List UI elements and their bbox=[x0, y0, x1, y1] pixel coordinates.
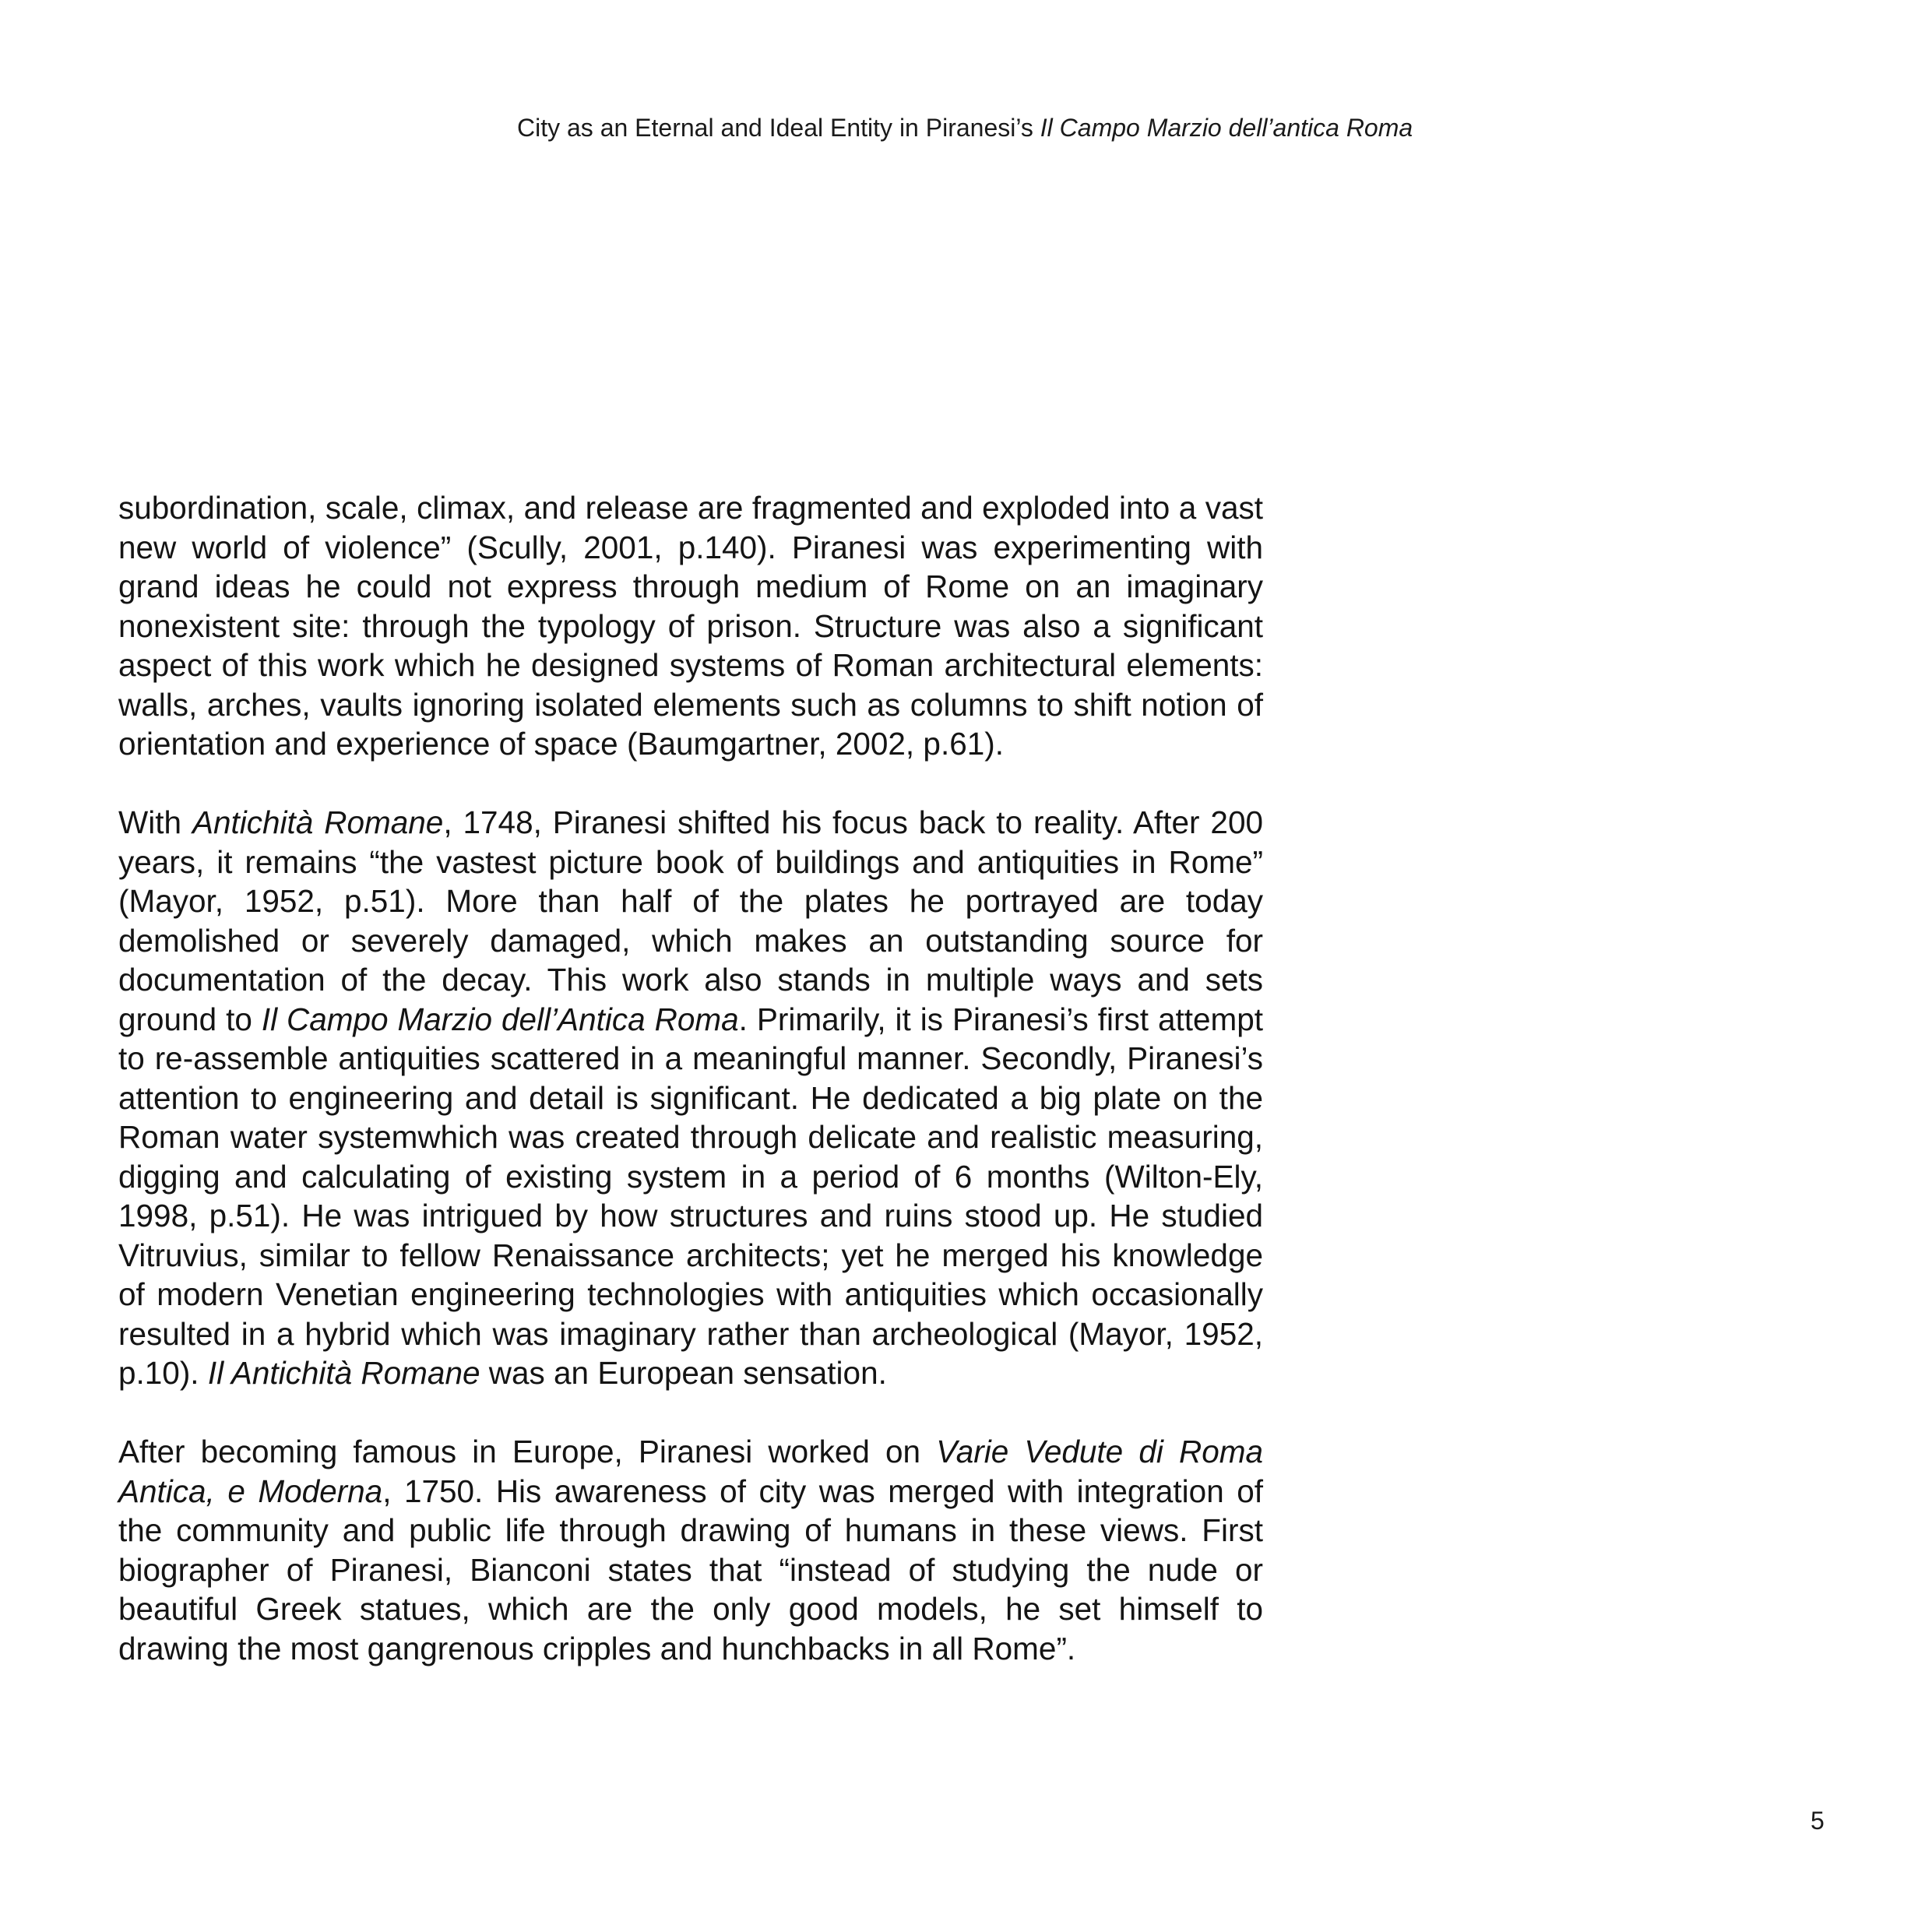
text-run: was an European sensation. bbox=[480, 1355, 887, 1391]
paragraph-1 bbox=[118, 488, 1263, 764]
paragraph-2 bbox=[118, 803, 1263, 1393]
running-header bbox=[517, 112, 1452, 143]
text-run: subordination, scale, climax, and release are fragmented and exploded into a vast new world of violence” (Scully, 2001, p.140). Piranesi was experimenting with grand ideas he could not express through medium of Rome on an imaginary nonexistent site: through the typology of prison. Structure was also a significant aspect of this work which he designed systems of Roman architectural elements: walls, arches, vaults ignoring isolated elements such as columns to shift notion of orientation and experience of space (Baumgartner, 2002, p.61). bbox=[118, 490, 1263, 762]
text-run: . Primarily, it is Piranesi’s first attempt to re-assemble antiquities scattered in a meaningful manner. Secondly, Piranesi’s attention to engineering and detail is significant. He dedicated a big plate on the Roman water systemwhich was created through delicate and realistic measuring, digging and calculating of existing system in a period of 6 months (Wilton-Ely, 1998, p.51). He was intrigued by how structures and ruins stood up. He studied Vitruvius, similar to fellow Renaissance architects; yet he merged his knowledge of modern Venetian engineering technologies with antiquities which occasionally resulted in a hybrid which was imaginary rather than archeological (Mayor, 1952, p.10). bbox=[118, 1001, 1264, 1391]
text-run: , 1748, Piranesi shifted his focus back to reality. After 200 years, it remains “the vastest picture book of buildings and antiquities in Rome” (Mayor, 1952, p.51). More than half of the plates he portrayed are today demolished or severely damaged, which makes an outstanding source for documentation of the decay. This work also stands in multiple ways and sets ground to bbox=[118, 804, 1263, 1037]
italic-title: Il Campo Marzio dell’Antica Roma bbox=[261, 1001, 739, 1037]
body-text bbox=[118, 488, 1263, 1668]
text-run: With bbox=[118, 804, 192, 840]
paragraph-3 bbox=[118, 1432, 1263, 1668]
text-run: , 1750. His awareness of city was merged with integration of the community and public life through drawing of humans in these views. First biographer of Piranesi, Bianconi states that “instead of studying the nude or beautiful Greek statues, which are the only good models, he set himself to drawing the most gangrenous cripples and hunchbacks in all Rome”. bbox=[118, 1473, 1264, 1666]
italic-title: Il Antichità Romane bbox=[207, 1355, 480, 1391]
header-prefix: City as an Eternal and Ideal Entity in Piranesi’s bbox=[517, 114, 1040, 142]
italic-title: Antichità Romane bbox=[192, 804, 444, 840]
page-number: 5 bbox=[1811, 1807, 1825, 1835]
italic-title: Varie Vedute di Roma Antica, e Moderna bbox=[118, 1434, 1263, 1509]
text-run: After becoming famous in Europe, Piranesi worked on bbox=[118, 1434, 937, 1469]
header-title-italic: Il Campo Marzio dell’antica Roma bbox=[1040, 114, 1413, 142]
